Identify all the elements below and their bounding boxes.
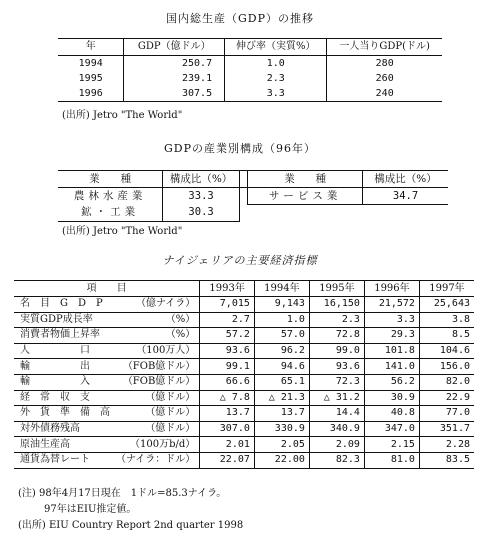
cell-gdp: 307.5 <box>124 86 225 102</box>
cell-value: 104.6 <box>419 343 474 359</box>
cell-value: 2.15 <box>364 437 419 453</box>
cell-value: 25,643 <box>419 297 474 313</box>
header-share-left: 構成比（%） <box>163 171 240 188</box>
cell-value: 13.7 <box>200 406 255 422</box>
row-unit: （FOB億ドル） <box>113 374 200 390</box>
indicators-note-2: 97年はEIU推定値。 <box>44 504 137 515</box>
row-unit: （ナイラ：ドル） <box>113 452 200 468</box>
cell-value: △ 7.8 <box>200 390 255 406</box>
table-row <box>58 205 448 222</box>
cell-value: 99.0 <box>309 343 364 359</box>
table-row <box>14 437 474 453</box>
row-label: 消費者物価上昇率 <box>14 328 113 344</box>
cell-value: 22.9 <box>419 390 474 406</box>
cell-value: 307.0 <box>200 421 255 437</box>
cell-share: 34.7 <box>363 188 448 205</box>
row-unit: （FOB億ドル） <box>113 359 200 375</box>
table-header-row <box>14 281 474 297</box>
cell-value: 83.5 <box>419 452 474 468</box>
cell-value: 30.9 <box>364 390 419 406</box>
cell-value: 2.01 <box>200 437 255 453</box>
cell-value: 94.6 <box>254 359 309 375</box>
cell-value: 340.9 <box>309 421 364 437</box>
cell-industry: 農林水産業 <box>73 190 147 202</box>
table-row <box>14 374 474 390</box>
header-per-capita: 一人当りGDP(ドル) <box>327 39 442 56</box>
header-industry-right: 業 種 <box>248 171 363 188</box>
table-row <box>14 359 474 375</box>
cell-value: 99.1 <box>200 359 255 375</box>
cell-value: 347.0 <box>364 421 419 437</box>
row-label: 輸 入 <box>14 374 113 390</box>
table-row <box>14 297 474 313</box>
cell-per-capita: 280 <box>327 56 442 72</box>
cell-value: 40.8 <box>364 406 419 422</box>
cell-value: 77.0 <box>419 406 474 422</box>
table-row <box>14 421 474 437</box>
header-growth: 伸び率（実質%） <box>225 39 327 56</box>
row-unit: （%） <box>113 312 200 328</box>
cell-value: 66.6 <box>200 374 255 390</box>
table-row <box>58 86 442 102</box>
header-1994: 1994年 <box>254 281 309 297</box>
cell-share: 33.3 <box>163 188 240 205</box>
cell-gdp: 250.7 <box>124 56 225 72</box>
cell-value: 16,150 <box>309 297 364 313</box>
cell-value: 93.6 <box>309 359 364 375</box>
cell-industry: サービス業 <box>248 188 363 205</box>
indicators-note-1: (注) 98年4月17日現在 1ドル=85.3ナイラ。 <box>18 488 227 499</box>
cell-value: 65.1 <box>254 374 309 390</box>
cell-value: 2.7 <box>200 312 255 328</box>
cell-value: △ 31.2 <box>309 390 364 406</box>
table-row <box>14 328 474 344</box>
gdp-structure-source: (出所) Jetro "The World" <box>62 226 183 237</box>
cell-value: 351.7 <box>419 421 474 437</box>
cell-per-capita: 240 <box>327 86 442 102</box>
cell-growth: 2.3 <box>225 71 327 86</box>
row-label: 名 目 G D P <box>14 297 113 313</box>
cell-value: 2.28 <box>419 437 474 453</box>
row-label: 外 貨 準 備 高 <box>14 406 113 422</box>
gdp-trend-source: (出所) Jetro "The World" <box>62 110 183 121</box>
cell-value: 14.4 <box>309 406 364 422</box>
row-label: 経 常 収 支 <box>14 390 113 406</box>
cell-year: 1995 <box>78 72 103 84</box>
table-row <box>14 452 474 468</box>
row-label: 原油生産高 <box>14 437 113 453</box>
cell-value: 81.0 <box>364 452 419 468</box>
cell-year: 1996 <box>58 86 124 102</box>
cell-growth: 3.3 <box>225 86 327 102</box>
header-1996: 1996年 <box>364 281 419 297</box>
header-year: 年 <box>58 39 124 56</box>
row-label: 人 口 <box>14 343 113 359</box>
cell-value: 2.05 <box>254 437 309 453</box>
cell-value: 2.3 <box>309 312 364 328</box>
gdp-structure-table <box>58 170 448 222</box>
header-1995: 1995年 <box>309 281 364 297</box>
cell-value: 3.8 <box>419 312 474 328</box>
table-header-row <box>58 39 442 56</box>
cell-value: 57.2 <box>200 328 255 344</box>
header-item: 項 目 <box>14 281 200 297</box>
row-unit: （100万人） <box>113 343 200 359</box>
cell-value: 96.2 <box>254 343 309 359</box>
cell-value: △ 21.3 <box>254 390 309 406</box>
cell-growth: 1.0 <box>225 56 327 72</box>
cell-value: 156.0 <box>419 359 474 375</box>
row-unit: （100万b/d） <box>113 437 200 453</box>
row-unit: （億ドル） <box>113 421 200 437</box>
cell-gdp: 239.1 <box>124 71 225 86</box>
cell-value: 82.3 <box>309 452 364 468</box>
cell-value: 22.00 <box>254 452 309 468</box>
row-unit: （億ナイラ） <box>113 297 200 313</box>
row-unit: （億ドル） <box>113 390 200 406</box>
indicators-body <box>14 297 474 469</box>
header-1993: 1993年 <box>200 281 255 297</box>
table-row <box>14 312 474 328</box>
table-row <box>14 406 474 422</box>
cell-value: 8.5 <box>419 328 474 344</box>
cell-value: 1.0 <box>254 312 309 328</box>
cell-value: 330.9 <box>254 421 309 437</box>
cell-share: 30.3 <box>163 205 240 222</box>
indicators-source: (出所) EIU Country Report 2nd quarter 1998 <box>18 520 244 531</box>
cell-value: 7,015 <box>200 297 255 313</box>
row-label: 実質GDP成長率 <box>14 312 113 328</box>
table-row <box>58 71 442 86</box>
cell-value: 3.3 <box>364 312 419 328</box>
cell-value: 56.2 <box>364 374 419 390</box>
indicators-title: ナイジェリアの主要経済指標 <box>162 254 318 267</box>
gdp-trend-table <box>58 38 442 102</box>
cell-value: 141.0 <box>364 359 419 375</box>
cell-value: 13.7 <box>254 406 309 422</box>
row-label: 通貨為替レート <box>14 452 113 468</box>
table-row <box>58 188 448 205</box>
table-row <box>14 390 474 406</box>
header-gdp: GDP（億ドル） <box>124 39 225 56</box>
cell-year: 1994 <box>78 57 103 69</box>
cell-per-capita: 260 <box>327 71 442 86</box>
header-share-right: 構成比（%） <box>363 171 448 188</box>
row-unit: （%） <box>113 328 200 344</box>
row-label: 対外債務残高 <box>14 421 113 437</box>
table-header-row <box>58 171 448 188</box>
cell-value: 72.3 <box>309 374 364 390</box>
cell-value: 72.8 <box>309 328 364 344</box>
cell-value: 29.3 <box>364 328 419 344</box>
header-1997: 1997年 <box>419 281 474 297</box>
header-industry-left: 業 種 <box>58 171 163 188</box>
cell-value: 21,572 <box>364 297 419 313</box>
table-row <box>14 343 474 359</box>
cell-value: 9,143 <box>254 297 309 313</box>
gdp-structure-title: GDPの産業別構成（96年） <box>163 142 316 155</box>
cell-value: 101.8 <box>364 343 419 359</box>
cell-value: 93.6 <box>200 343 255 359</box>
cell-value: 2.09 <box>309 437 364 453</box>
gdp-trend-title: 国内総生産（GDP）の推移 <box>165 12 314 25</box>
table-row <box>58 56 442 72</box>
indicators-table <box>14 280 474 469</box>
row-label: 輸 出 <box>14 359 113 375</box>
cell-value: 57.0 <box>254 328 309 344</box>
cell-value: 82.0 <box>419 374 474 390</box>
row-unit: （億ドル） <box>113 406 200 422</box>
cell-industry: 鉱・工業 <box>58 205 163 222</box>
cell-value: 22.07 <box>200 452 255 468</box>
